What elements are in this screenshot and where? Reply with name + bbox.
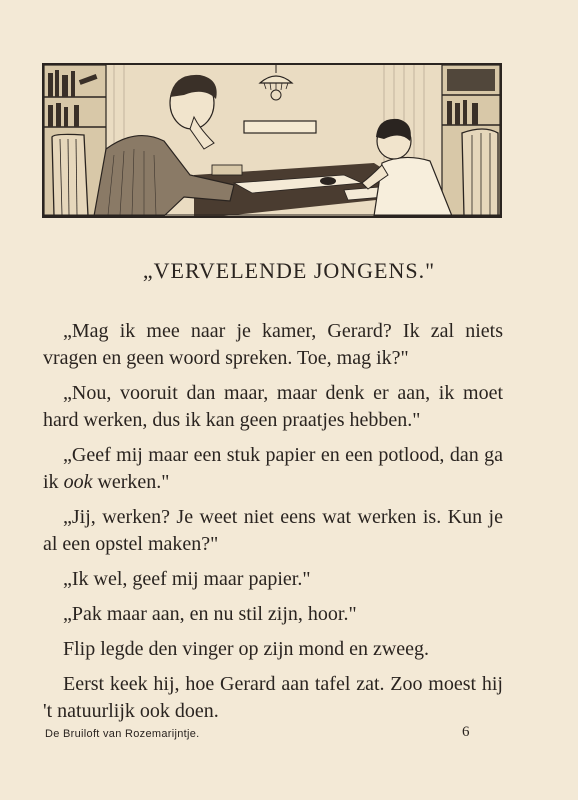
paragraph — [43, 504, 503, 558]
body-text — [43, 318, 503, 733]
page-number: 6 — [462, 724, 470, 740]
paragraph — [43, 601, 503, 628]
paragraph-text: „Jij, werken? Je weet niet eens wat werken is. Kun je al een opstel maken?" — [43, 506, 503, 555]
paragraph — [43, 380, 503, 434]
illustration — [42, 63, 502, 218]
paragraph-text: „Mag ik mee naar je kamer, Gerard? Ik zal niets vragen en geen woord spreken. Toe, mag ik?" — [43, 320, 503, 369]
chapter-title: „VERVELENDE JONGENS." — [142, 258, 436, 283]
paragraph-text: „Geef mij maar een stuk papier en een potlood, dan ga ik — [43, 444, 503, 493]
paragraph-text: „Nou, vooruit dan maar, maar denk er aan, ik moet hard werken, dus ik kan geen praatjes hebben." — [43, 382, 503, 431]
paragraph-text: Flip legde den vinger op zijn mond en zweeg. — [63, 638, 430, 660]
emphasized-word: ook — [63, 471, 93, 493]
paragraph-text: werken." — [92, 471, 170, 493]
paragraph — [43, 566, 503, 593]
paragraph-text: Eerst keek hij, hoe Gerard aan tafel zat. Zoo moest hij 't natuurlijk ook doen. — [43, 673, 503, 722]
illustration-drawing — [44, 65, 500, 216]
running-footer-title: De Bruiloft van Rozemarijntje. — [45, 728, 200, 740]
paragraph-text: „Pak maar aan, en nu stil zijn, hoor." — [63, 603, 357, 625]
paragraph-text: „Ik wel, geef mij maar papier." — [63, 568, 311, 590]
paragraph — [43, 671, 503, 725]
paragraph — [43, 636, 503, 663]
paragraph — [43, 318, 503, 372]
paragraph — [43, 442, 503, 496]
